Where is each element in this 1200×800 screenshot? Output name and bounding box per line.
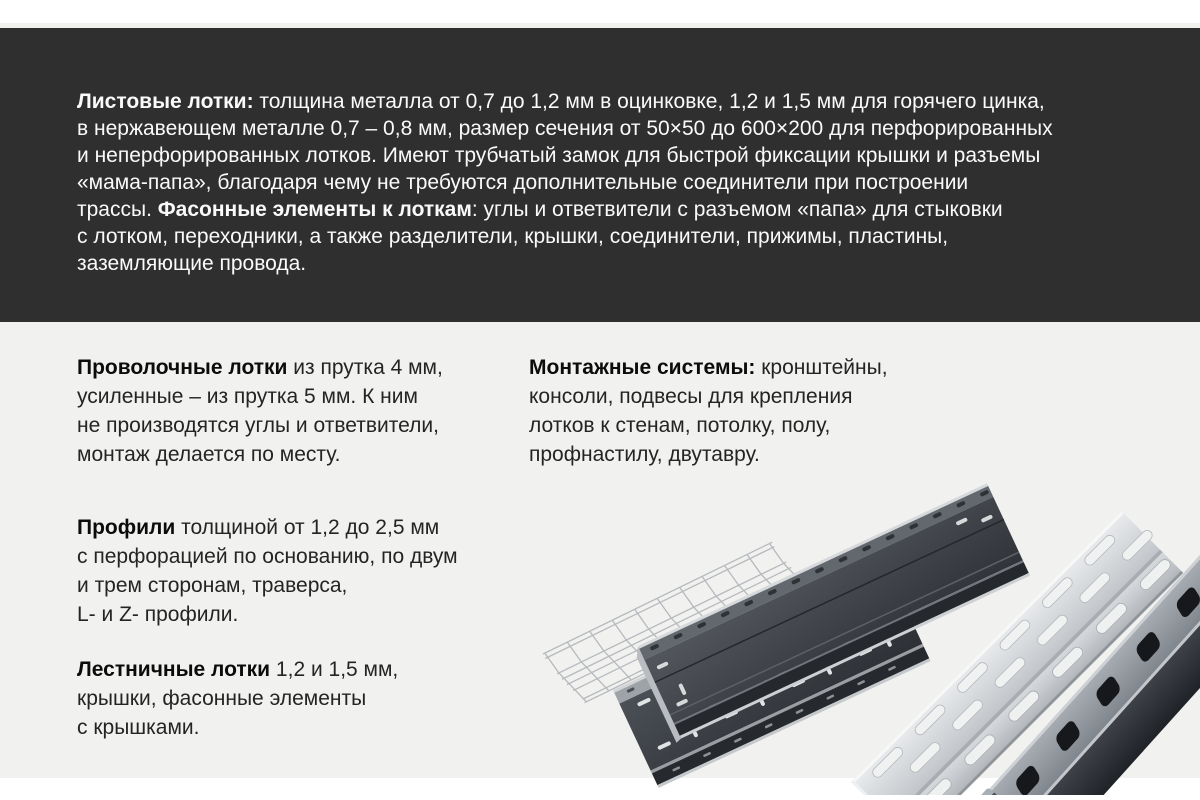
section-ladder-trays bbox=[77, 655, 398, 742]
ladder-trays-line-3: с крышками. bbox=[77, 716, 200, 739]
wire-trays-line-2: усиленные – из прутка 5 мм. К ним bbox=[77, 385, 418, 408]
wire-trays-line-4: монтаж делается по месту. bbox=[77, 443, 341, 466]
mounting-line-2: консоли, подвесы для крепления bbox=[529, 385, 853, 408]
hero-line-5 bbox=[77, 196, 1053, 223]
hero-line-5-text: : углы и ответвители с разъемом «папа» для стыковки bbox=[471, 198, 1003, 221]
profiles-line-4: L- и Z- профили. bbox=[77, 603, 239, 626]
hero-line-3: и неперфорированных лотков. Имеют трубчатый замок для быстрой фиксации крышки и разъемы bbox=[77, 144, 1041, 167]
hero-line-2: в нержавеющем металле 0,7 – 0,8 мм, размер сечения от 50×50 до 600×200 для перфорированных bbox=[77, 117, 1053, 140]
wire-trays-heading: Проволочные лотки bbox=[77, 356, 288, 379]
hero-line-6: с лотком, переходники, а также разделители, крышки, соединители, прижимы, пластины, bbox=[77, 225, 949, 248]
mounting-line-1-text: кронштейны, bbox=[755, 356, 888, 379]
hero-line-4: «мама-папа», благодаря чему не требуются дополнительные соединители при построении bbox=[77, 171, 969, 194]
ladder-trays-line-1 bbox=[77, 655, 398, 684]
wire-trays-line-1 bbox=[77, 353, 443, 382]
mounting-line-3: лотков к стенам, потолку, полу, bbox=[529, 414, 831, 437]
mounting-line-4: профнастилу, двутавру. bbox=[529, 443, 760, 466]
hero-line-5-pre: трассы. bbox=[77, 198, 158, 221]
hero-panel bbox=[0, 28, 1200, 322]
mounting-line-1 bbox=[529, 353, 888, 382]
profiles-line-1-text: толщиной от 1,2 до 2,5 мм bbox=[175, 516, 440, 539]
wire-trays-line-1-text: из прутка 4 мм, bbox=[287, 356, 443, 379]
hero-line-1 bbox=[77, 88, 1053, 115]
ladder-trays-heading: Лестничные лотки bbox=[77, 658, 271, 681]
profiles-line-2: с перфорацией по основанию, по двум bbox=[77, 545, 458, 568]
profiles-line-1 bbox=[77, 513, 458, 542]
hero-line-1-text: толщина металла от 0,7 до 1,2 мм в оцинковке, 1,2 и 1,5 мм для горячего цинка, bbox=[253, 90, 1045, 113]
hero-line-1-bold: Листовые лотки: bbox=[77, 90, 254, 113]
content-section bbox=[0, 23, 1200, 778]
product-illustration bbox=[505, 458, 1200, 795]
profiles-heading: Профили bbox=[77, 516, 176, 539]
hero-line-5-bold: Фасонные элементы к лоткам bbox=[157, 198, 472, 221]
mounting-heading: Монтажные системы: bbox=[529, 356, 756, 379]
ladder-trays-line-1-text: 1,2 и 1,5 мм, bbox=[270, 658, 399, 681]
wire-trays-line-3: не производятся углы и ответвители, bbox=[77, 414, 439, 437]
ladder-trays-line-2: крышки, фасонные элементы bbox=[77, 687, 367, 710]
section-profiles bbox=[77, 513, 458, 629]
profiles-line-3: и трем сторонам, траверса, bbox=[77, 574, 348, 597]
hero-description bbox=[77, 88, 1053, 277]
section-mounting-systems bbox=[529, 353, 888, 469]
hero-line-7: заземляющие провода. bbox=[77, 252, 307, 275]
section-wire-trays bbox=[77, 353, 443, 469]
